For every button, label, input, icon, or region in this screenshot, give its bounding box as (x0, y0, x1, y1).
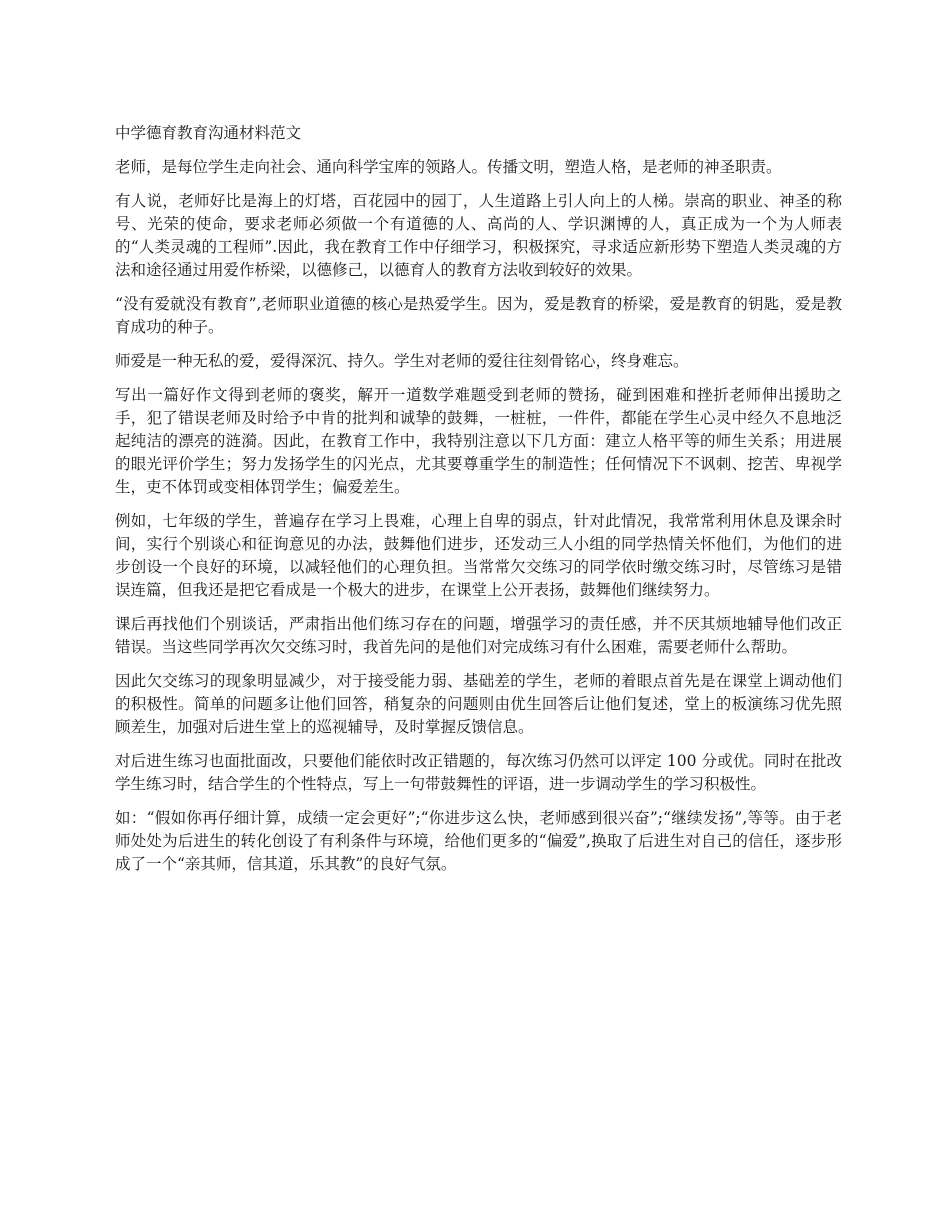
document-title: 中学德育教育沟通材料范文 (115, 124, 302, 142)
paragraph-10: 如：“假如你再仔细计算，成绩一定会更好”;“你进步这么快，老师感到很兴奋”;“继续发扬”,等等。由于老师处处为后进生的转化创设了有利条件与环境，给他们更多的“偏爱”,换取了后进生对自己的信任，逐步形成了一个“亲其师，信其道，乐其教”的良好气氛。 (115, 809, 842, 873)
paragraph-4: 师爱是一种无私的爱，爱得深沉、持久。学生对老师的爱往往刻骨铭心，终身难忘。 (115, 352, 689, 370)
paragraph-7: 课后再找他们个别谈话，严肃指出他们练习存在的问题，增强学习的责任感，并不厌其烦地辅导他们改正错误。当这些同学再次欠交练习时，我首先问的是他们对完成练习有什么困难，需要老师什么帮助。 (115, 615, 842, 656)
paragraph-5: 写出一篇好作文得到老师的褒奖，解开一道数学难题受到老师的赞扬，碰到困难和挫折老师伸出援助之手，犯了错误老师及时给予中肯的批判和诚挚的鼓舞，一桩桩，一件件，都能在学生心灵中经久不息地泛起纯洁的漂亮的涟漪。因此，在教育工作中，我特别注意以下几方面：建立人格平等的师生关系；用进展的眼光评价学生；努力发扬学生的闪光点，尤其要尊重学生的制造性；任何情况下不讽刺、挖苦、卑视学生，吏不体罚或变相体罚学生；偏爱差生。 (115, 386, 842, 496)
paragraph-2: 有人说，老师好比是海上的灯塔，百花园中的园丁，人生道路上引人向上的人梯。崇高的职业、神圣的称号、光荣的使命，要求老师必须做一个有道德的人、高尚的人、学识渊博的人，真正成为一个为人师表的“人类灵魂的工程师”.因此，我在教育工作中仔细学习，积极探究，寻求适应新形势下塑造人类灵魂的方法和途径通过用爱作桥梁，以德修己，以德育人的教育方法收到较好的效果。 (115, 192, 842, 279)
paragraph-3: “没有爱就没有教育”,老师职业道德的核心是热爱学生。因为，爱是教育的桥梁，爱是教育的钥匙，爱是教育成功的种子。 (115, 295, 842, 336)
paragraph-8: 因此欠交练习的现象明显减少，对于接受能力弱、基础差的学生，老师的着眼点首先是在课堂上调动他们的积极性。简单的问题多让他们回答，稍复杂的问题则由优生回答后让他们复述，堂上的板演练习优先照顾差生，加强对后进生堂上的巡视辅导，及时掌握反馈信息。 (115, 672, 842, 736)
paragraph-9: 对后进生练习也面批面改，只要他们能依时改正错题的，每次练习仍然可以评定 100 分或优。同时在批改学生练习时，结合学生的个性特点，写上一句带鼓舞性的评语，进一步调动学生的学习积极性。 (115, 752, 842, 793)
paragraph-6: 例如，七年级的学生，普遍存在学习上畏难，心理上自卑的弱点，针对此情况，我常常利用休息及课余时间，实行个别谈心和征询意见的办法，鼓舞他们进步，还发动三人小组的同学热情关怀他们，为他们的进步创设一个良好的环境，以减轻他们的心理负担。当常常欠交练习的同学依时缴交练习时，尽管练习是错误连篇，但我还是把它看成是一个极大的进步，在课堂上公开表扬，鼓舞他们继续努力。 (115, 512, 842, 599)
paragraph-1: 老师，是每位学生走向社会、通向科学宝库的领路人。传播文明，塑造人格，是老师的神圣职责。 (115, 158, 782, 176)
document-page (115, 122, 842, 887)
